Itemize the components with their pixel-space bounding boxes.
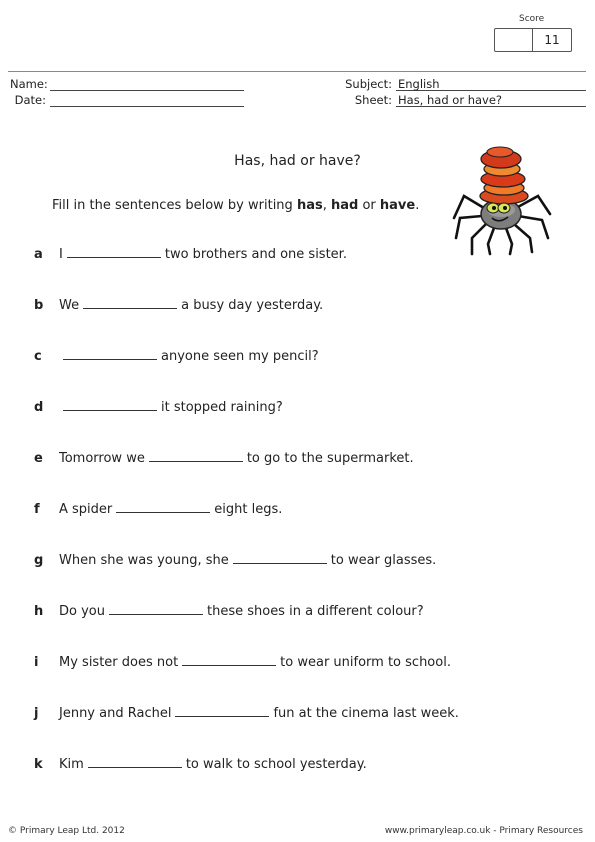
name-input[interactable] xyxy=(50,77,244,91)
instruction-sep2: or xyxy=(358,198,380,213)
question-letter: i xyxy=(34,655,39,670)
name-field xyxy=(10,77,244,91)
footer-website: www.primaryleap.co.uk - Primary Resources xyxy=(384,826,583,836)
instruction-sep1: , xyxy=(322,198,331,213)
question-letter: b xyxy=(34,298,44,313)
date-field xyxy=(10,93,244,107)
date-label: Date: xyxy=(14,93,46,107)
answer-blank[interactable] xyxy=(88,756,182,768)
question-row xyxy=(34,552,436,568)
question-text-after: it stopped raining? xyxy=(161,400,283,415)
answer-blank[interactable] xyxy=(233,552,327,564)
footer-copyright: © Primary Leap Ltd. 2012 xyxy=(8,826,125,836)
question-text-before: I xyxy=(59,247,63,262)
header-divider xyxy=(8,71,586,72)
instruction-word-has: has xyxy=(296,198,323,213)
score-box xyxy=(494,28,572,52)
question-letter: e xyxy=(34,451,43,466)
question-text-after: to go to the supermarket. xyxy=(246,451,414,466)
page-title: Has, had or have? xyxy=(234,153,361,169)
instruction-word-had: had xyxy=(330,198,359,213)
question-text-after: anyone seen my pencil? xyxy=(161,349,319,364)
question-letter: d xyxy=(34,400,44,415)
question-text-after: to wear glasses. xyxy=(330,553,437,568)
question-text-after: a busy day yesterday. xyxy=(181,298,324,313)
subject-field xyxy=(340,77,586,91)
question-letter: a xyxy=(34,247,43,262)
answer-blank[interactable] xyxy=(149,450,243,462)
question-row xyxy=(34,705,459,721)
question-letter: f xyxy=(34,502,40,517)
question-text-before: We xyxy=(59,298,80,313)
question-row xyxy=(34,654,451,670)
score-label: Score xyxy=(519,14,545,24)
question-letter: k xyxy=(34,757,43,772)
question-text-before: When she was young, she xyxy=(59,553,229,568)
question-row xyxy=(34,246,347,262)
subject-label: Subject: xyxy=(345,77,392,91)
question-row xyxy=(34,450,414,466)
question-text-after: to wear uniform to school. xyxy=(280,655,451,670)
question-text-before: Jenny and Rachel xyxy=(59,706,172,721)
answer-blank[interactable] xyxy=(175,705,269,717)
question-text-before: Kim xyxy=(59,757,84,772)
answer-blank[interactable] xyxy=(109,603,203,615)
answer-blank[interactable] xyxy=(182,654,276,666)
sheet-label: Sheet: xyxy=(354,93,392,107)
answer-blank[interactable] xyxy=(116,501,210,513)
sheet-value: Has, had or have? xyxy=(396,93,586,107)
question-row xyxy=(34,297,323,313)
answer-blank[interactable] xyxy=(83,297,177,309)
question-row xyxy=(34,501,282,517)
question-text-after: to walk to school yesterday. xyxy=(185,757,367,772)
instruction-suffix: . xyxy=(415,198,420,213)
question-text-before: My sister does not xyxy=(59,655,179,670)
instruction-text xyxy=(52,198,419,213)
date-input[interactable] xyxy=(50,93,244,107)
sheet-field xyxy=(340,93,586,107)
question-row xyxy=(34,399,283,415)
question-letter: g xyxy=(34,553,44,568)
question-text-after: fun at the cinema last week. xyxy=(273,706,459,721)
score-empty-cell[interactable] xyxy=(495,29,533,51)
question-row xyxy=(34,756,367,772)
spider-icon xyxy=(446,138,558,256)
question-text-after: two brothers and one sister. xyxy=(164,247,347,262)
question-letter: j xyxy=(34,706,39,721)
question-letter: c xyxy=(34,349,42,364)
answer-blank[interactable] xyxy=(63,399,157,411)
question-text-after: these shoes in a different colour? xyxy=(206,604,424,619)
instruction-prefix: Fill in the sentences below by writing xyxy=(52,198,297,213)
name-label: Name: xyxy=(10,77,48,91)
question-row xyxy=(34,348,319,364)
subject-value: English xyxy=(396,77,586,91)
instruction-word-have: have xyxy=(379,198,416,213)
question-row xyxy=(34,603,424,619)
question-letter: h xyxy=(34,604,44,619)
answer-blank[interactable] xyxy=(63,348,157,360)
question-text-after: eight legs. xyxy=(214,502,283,517)
answer-blank[interactable] xyxy=(67,246,161,258)
score-value: 11 xyxy=(544,33,560,47)
question-text-before: Do you xyxy=(59,604,105,619)
question-text-before: A spider xyxy=(59,502,113,517)
question-text-before: Tomorrow we xyxy=(59,451,145,466)
